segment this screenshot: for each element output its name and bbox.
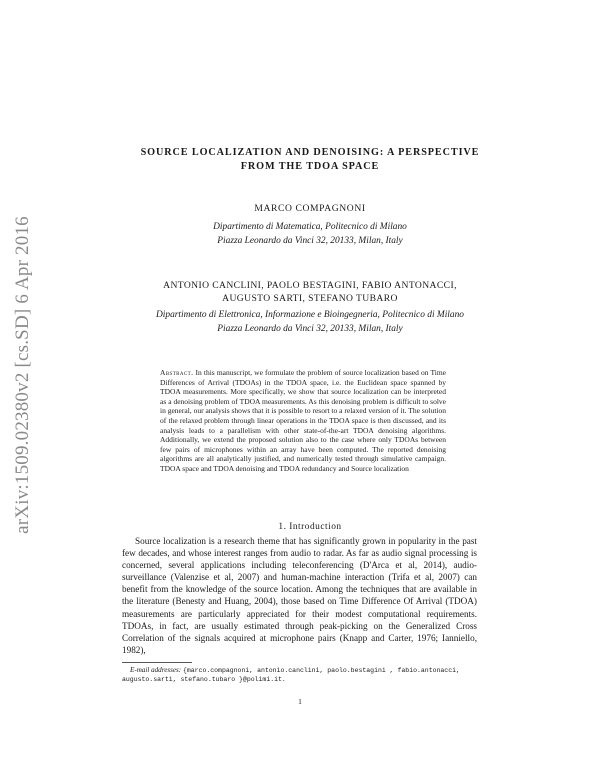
footnote bbox=[122, 666, 477, 685]
authors-line-2: AUGUSTO SARTI, STEFANO TUBARO bbox=[222, 293, 398, 304]
title-line-2: FROM THE TDOA SPACE bbox=[240, 161, 380, 172]
author-group-2 bbox=[110, 279, 510, 305]
affiliation-1-line-1: Dipartimento di Matematica, Politecnico di Milano bbox=[213, 222, 407, 232]
affiliation-1-line-2: Piazza Leonardo da Vinci 32, 20133, Milan, Italy bbox=[217, 235, 403, 246]
footnote-emails: {marco.compagnoni, antonio.canclini, paolo.bestagini , fabio.antonacci, augusto.sarti, stefano.tubaro }@polimi.it. bbox=[122, 667, 460, 684]
title-line-1: SOURCE LOCALIZATION AND DENOISING: A PERSPECTIVE bbox=[140, 147, 480, 158]
affiliation-2-line-2: Piazza Leonardo da Vinci 32, 20133, Milan, Italy bbox=[217, 323, 403, 334]
footnote-rule bbox=[122, 662, 192, 663]
abstract-text: In this manuscript, we formulate the problem of source localization based on Time Differences of Arrival (TDOAs) in the TDOA space, i.e. the Euclidean space spanned by TDOA measurements. More specifically, we show that source localization can be interpreted as a denoising problem of TDOA measurements. As this denoising problem is difficult to solve in general, our analysis shows that it is possible to resort to a relaxed version of it. The solution of the relaxed problem through linear operations in the TDOA space is then discussed, and its analysis leads to a parallelism with other state-of-the-art TDOA denoising algorithms. Additionally, we extend the proposed solution also to the case where only TDOAs between few pairs of microphones within an array have been computed. The reported denoising algorithms are all analytically justified, and numerically tested through simulative campaign. bbox=[160, 368, 447, 464]
arxiv-stamp bbox=[12, 210, 34, 540]
footnote-label: E-mail addresses: bbox=[130, 666, 182, 674]
arxiv-stamp-text: arXiv:1509.02380v2 [cs.SD] 6 Apr 2016 bbox=[12, 216, 33, 534]
affiliation-2 bbox=[110, 309, 510, 336]
intro-paragraph: Source localization is a research theme that has significantly grown in popularity in the past few decades, and whose interest ranges from audio to radar. As far as audio signal processing is concerned, several applications including teleconferencing (D'Arca et al, 2014), audio-surveillance (Valenzise et al, 2007) and human-machine interaction (Trifa et al, 2007) can benefit from the knowledge of the source location. Among the techniques that are available in the literature (Benesty and Huang, 2004), those based on Time Difference Of Arrival (TDOA) measurements are particularly appreciated for their modest computational requirements. TDOAs, in fact, are usually estimated through peak-picking on the Generalized Cross Correlation of the signals acquired at microphone pairs (Knapp and Carter, 1976; Ianniello, 1982), bbox=[122, 536, 477, 655]
page-number: 1 bbox=[298, 697, 302, 706]
keywords: TDOA space and TDOA denoising and TDOA redundancy and Source localization bbox=[160, 463, 409, 473]
paper-title bbox=[110, 146, 510, 174]
section-heading: 1. Introduction bbox=[278, 522, 342, 532]
author-1: MARCO COMPAGNONI bbox=[254, 203, 366, 214]
affiliation-2-line-1: Dipartimento di Elettronica, Informazione e Bioingegneria, Politecnico di Milano bbox=[156, 310, 464, 320]
abstract bbox=[160, 368, 446, 474]
affiliation-1 bbox=[110, 221, 510, 248]
abstract-label: Abstract. bbox=[160, 368, 194, 377]
authors-line-1: ANTONIO CANCLINI, PAOLO BESTAGINI, FABIO ANTONACCI, bbox=[163, 280, 457, 291]
